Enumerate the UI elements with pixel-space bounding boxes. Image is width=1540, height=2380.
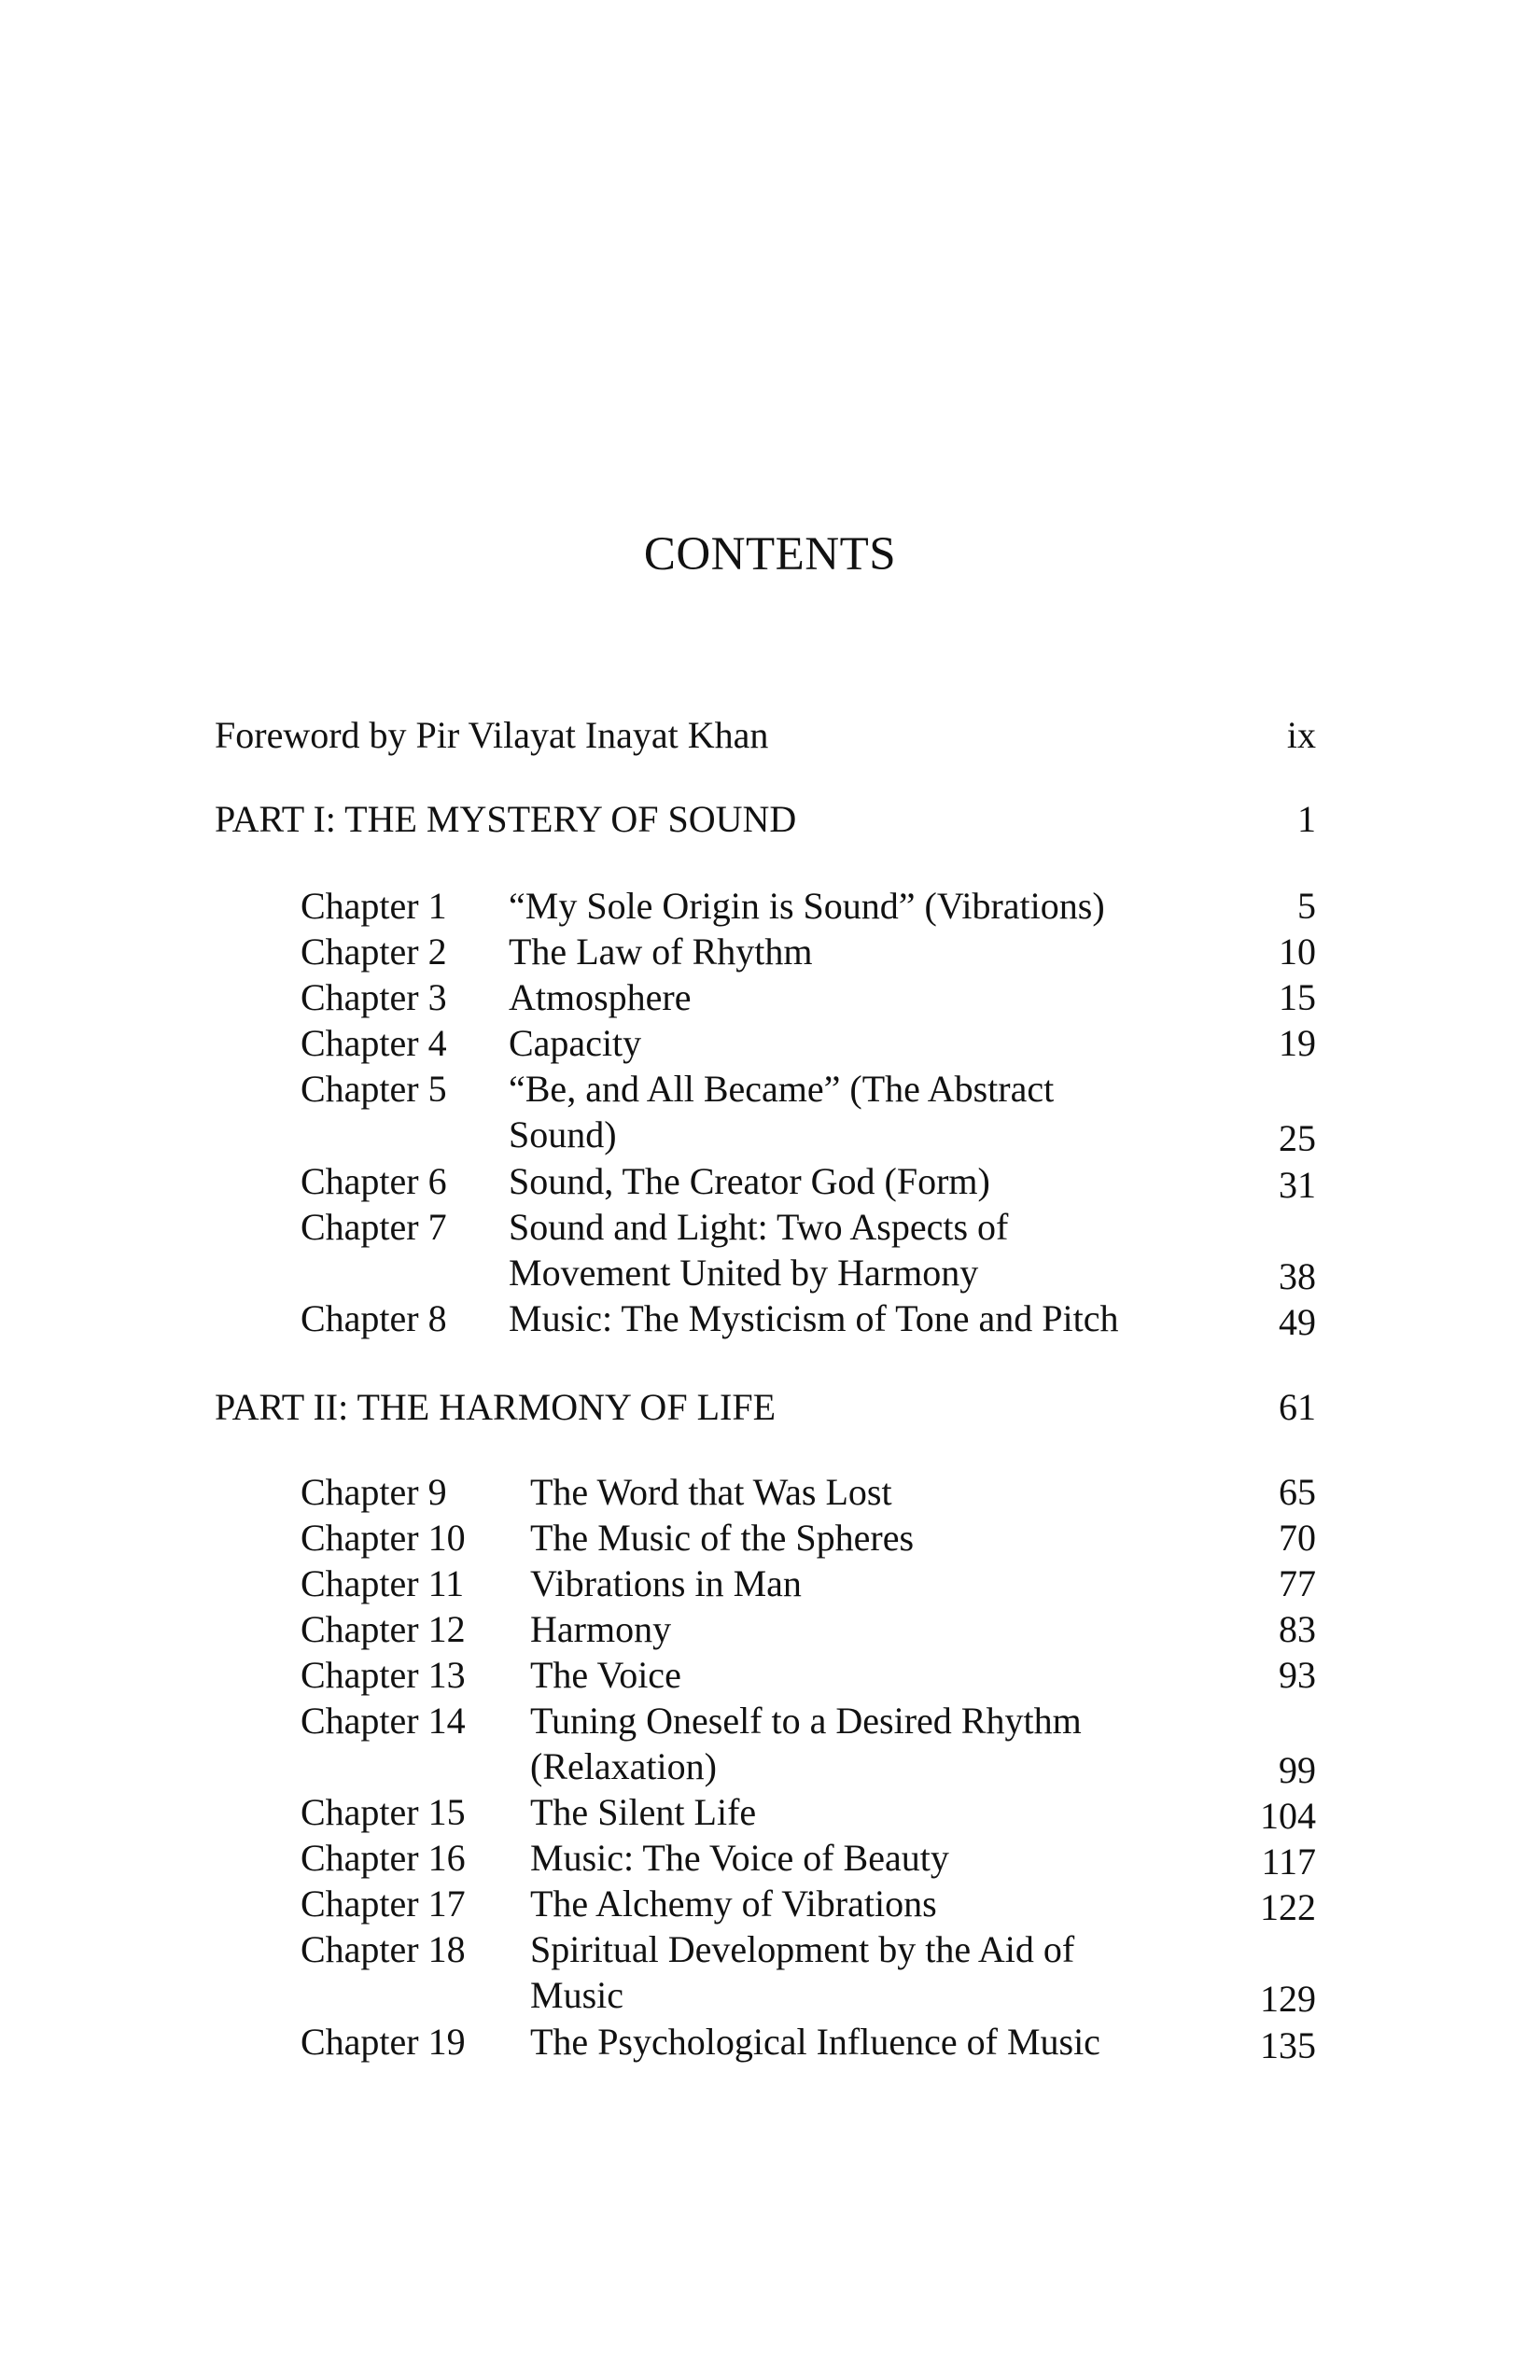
chapter-page: 10 (1279, 931, 1316, 973)
chapter-title: Harmony (530, 1608, 672, 1650)
chapter-label: Chapter 12 (301, 1608, 466, 1650)
chapter-title-cont: Sound) (509, 1113, 617, 1155)
chapter-page: 38 (1279, 1255, 1316, 1297)
chapter-page: 49 (1279, 1301, 1316, 1343)
chapter-label: Chapter 9 (301, 1471, 447, 1513)
chapter-label: Chapter 10 (301, 1517, 466, 1559)
chapter-label: Chapter 16 (301, 1837, 466, 1879)
chapter-page: 99 (1279, 1749, 1316, 1791)
chapter-label: Chapter 1 (301, 885, 447, 927)
chapter-label: Chapter 4 (301, 1022, 447, 1064)
chapter-label: Chapter 14 (301, 1700, 466, 1742)
chapter-page: 77 (1279, 1562, 1316, 1604)
part1-title: PART I: THE MYSTERY OF SOUND (215, 798, 797, 840)
chapter-page: 93 (1279, 1654, 1316, 1696)
chapter-label: Chapter 7 (301, 1206, 447, 1248)
chapter-title: Spiritual Development by the Aid of (530, 1928, 1075, 1970)
chapter-title: “Be, and All Became” (The Abstract (509, 1068, 1055, 1110)
chapter-label: Chapter 17 (301, 1883, 466, 1925)
chapter-title: The Music of the Spheres (530, 1517, 915, 1559)
chapter-label: Chapter 2 (301, 931, 447, 973)
chapter-page: 19 (1279, 1022, 1316, 1064)
chapter-title: The Alchemy of Vibrations (530, 1883, 937, 1925)
chapter-title-cont: Music (530, 1974, 623, 2016)
chapter-title: Atmosphere (509, 976, 692, 1018)
part1-page: 1 (1297, 798, 1316, 840)
chapter-page: 15 (1279, 976, 1316, 1018)
chapter-title: The Word that Was Lost (530, 1471, 892, 1513)
chapter-label: Chapter 13 (301, 1654, 466, 1696)
chapter-title: The Silent Life (530, 1791, 757, 1833)
chapter-title: The Voice (530, 1654, 681, 1696)
chapter-page: 104 (1260, 1795, 1316, 1837)
chapter-page: 117 (1261, 1841, 1316, 1883)
chapter-title: Music: The Voice of Beauty (530, 1837, 949, 1879)
chapter-title: “My Sole Origin is Sound” (Vibrations) (509, 885, 1105, 927)
chapter-label: Chapter 5 (301, 1068, 447, 1110)
foreword-page: ix (1286, 714, 1316, 756)
chapter-title: Vibrations in Man (530, 1562, 802, 1604)
chapter-label: Chapter 8 (301, 1297, 447, 1339)
chapter-page: 122 (1260, 1886, 1316, 1928)
chapter-title-cont: (Relaxation) (530, 1745, 717, 1787)
chapter-title: Sound, The Creator God (Form) (509, 1160, 990, 1202)
chapter-page: 25 (1279, 1117, 1316, 1159)
chapter-page: 65 (1279, 1471, 1316, 1513)
chapter-title-cont: Movement United by Harmony (509, 1252, 979, 1294)
chapter-title: The Law of Rhythm (509, 931, 813, 973)
chapter-label: Chapter 6 (301, 1160, 447, 1202)
chapter-page: 135 (1260, 2024, 1316, 2066)
chapter-title: Sound and Light: Two Aspects of (509, 1206, 1009, 1248)
chapter-page: 129 (1260, 1978, 1316, 2020)
page-title: CONTENTS (643, 528, 897, 581)
foreword-title: Foreword by Pir Vilayat Inayat Khan (215, 714, 769, 756)
chapter-title: The Psychological Influence of Music (530, 2021, 1100, 2063)
chapter-title: Music: The Mysticism of Tone and Pitch (509, 1297, 1119, 1339)
chapter-label: Chapter 11 (301, 1562, 465, 1604)
chapter-label: Chapter 3 (301, 976, 447, 1018)
chapter-page: 70 (1279, 1517, 1316, 1559)
chapter-label: Chapter 18 (301, 1928, 466, 1970)
chapter-page: 5 (1297, 885, 1316, 927)
chapter-label: Chapter 15 (301, 1791, 466, 1833)
chapter-page: 83 (1279, 1608, 1316, 1650)
chapter-label: Chapter 19 (301, 2021, 466, 2063)
part2-title: PART II: THE HARMONY OF LIFE (215, 1386, 776, 1428)
part2-page: 61 (1279, 1386, 1316, 1428)
chapter-title: Capacity (509, 1022, 642, 1064)
chapter-page: 31 (1279, 1164, 1316, 1206)
chapter-title: Tuning Oneself to a Desired Rhythm (530, 1700, 1082, 1742)
